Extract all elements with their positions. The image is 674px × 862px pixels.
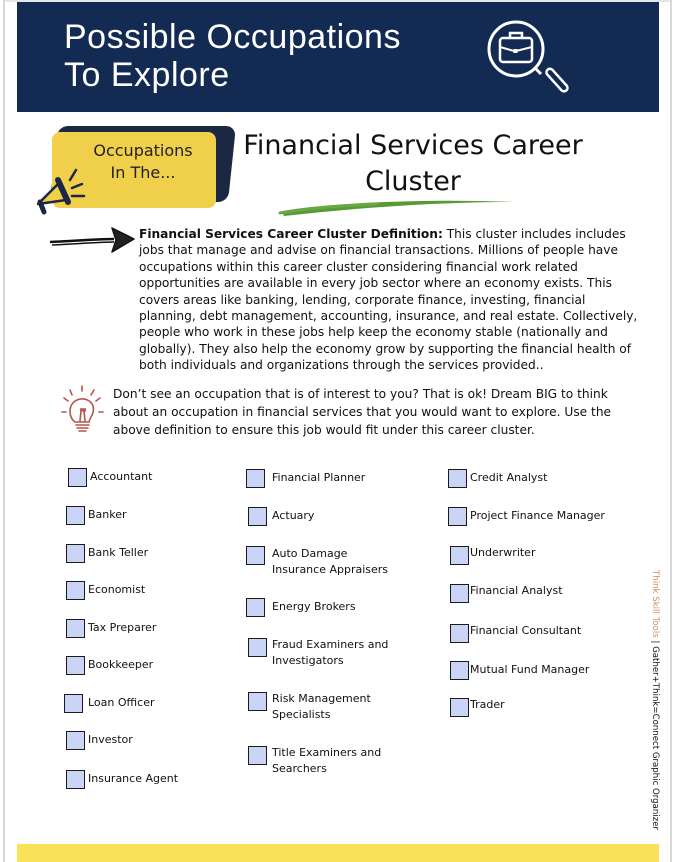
green-underline-swash: [276, 196, 516, 218]
badge-line1: Occupations: [93, 141, 193, 160]
side-credit: [647, 570, 661, 831]
checkbox[interactable]: [450, 546, 469, 565]
occupation-item[interactable]: [450, 584, 563, 603]
occupation-label-line2: Searchers: [272, 762, 327, 775]
occupation-item[interactable]: [450, 661, 589, 680]
page-border-left: [3, 0, 5, 862]
occupation-item[interactable]: [450, 624, 581, 643]
occupation-item[interactable]: [448, 507, 605, 526]
page-title-line1: Possible Occupations: [64, 18, 401, 56]
occupation-label: Insurance Agent: [88, 772, 179, 785]
cluster-title-line2: Cluster: [365, 166, 461, 197]
occupation-item[interactable]: [248, 507, 314, 526]
page-border-right: [670, 0, 672, 862]
occupation-label: Loan Officer: [88, 696, 155, 709]
occupation-label-line2: Investigators: [272, 654, 344, 667]
checkbox[interactable]: [64, 694, 83, 713]
occupation-label: [272, 637, 388, 669]
checkbox[interactable]: [66, 731, 85, 750]
occupation-label-line1: Risk Management: [272, 692, 371, 705]
credit-brand: Think Skill Tools: [650, 570, 660, 641]
lightbulb-icon: [60, 384, 106, 438]
checkbox[interactable]: [246, 598, 265, 617]
checkbox[interactable]: [66, 506, 85, 525]
occupation-item[interactable]: [68, 468, 152, 487]
cluster-definition: [139, 226, 639, 374]
cluster-title-line1: Financial Services Career: [243, 130, 583, 161]
checkbox[interactable]: [450, 698, 469, 717]
occupation-label: Energy Brokers: [272, 600, 356, 613]
page-title-line2: To Explore: [64, 56, 230, 94]
occupation-label: Mutual Fund Manager: [470, 663, 590, 676]
checkbox[interactable]: [66, 544, 85, 563]
occupation-label: Financial Planner: [272, 471, 366, 484]
occupation-item[interactable]: [66, 731, 133, 750]
occupation-label: Economist: [88, 583, 146, 596]
occupation-item[interactable]: [248, 746, 381, 777]
occupation-label-line1: Auto Damage: [272, 547, 348, 560]
checkbox[interactable]: [450, 584, 469, 603]
occupation-item[interactable]: [66, 770, 178, 789]
checkbox[interactable]: [248, 692, 267, 711]
checkbox[interactable]: [66, 619, 85, 638]
occupation-label: Trader: [470, 698, 505, 711]
occupation-item[interactable]: [248, 692, 371, 723]
occupations-badge: [30, 124, 235, 216]
occupation-label: [272, 546, 388, 578]
checkbox[interactable]: [450, 624, 469, 643]
occupation-label: Bank Teller: [88, 546, 149, 559]
occupation-item[interactable]: [66, 581, 145, 600]
occupation-item[interactable]: [450, 698, 505, 717]
occupation-item[interactable]: [66, 506, 127, 525]
occupation-item[interactable]: [66, 656, 153, 675]
definition-text: This cluster includes includes jobs that manage and advise on financial transactions. Millions of people have occupations within this career cluster considering financial work related opportunities are available in every job sector where an economy exists. This covers areas like banking, lending, corporate finance, investing, financial planning, debt management, accounting, insurance, and real estate. Collectively, people who work in these jobs help keep the economy stable (nationally and globally). They also help the economy grow by supporting the financial health of both individuals and organizations through the services provided..: [139, 227, 638, 373]
occupation-item[interactable]: [64, 694, 155, 713]
badge-text: [78, 140, 208, 184]
checkbox[interactable]: [248, 638, 267, 657]
header-banner: [17, 2, 659, 112]
occupation-label: Underwriter: [470, 546, 536, 559]
arrow-right-icon: [48, 224, 136, 258]
occupation-item[interactable]: [246, 598, 356, 617]
occupation-label: [272, 691, 371, 723]
occupation-label: Actuary: [272, 509, 315, 522]
dream-big-text: Don’t see an occupation that is of interest to you? That is ok! Dream BIG to think about an occupation in financial services that you would want to explore. Use the above definition to ensure this job would fit under this career cluster.: [113, 387, 612, 437]
occupation-label: Project Finance Manager: [470, 509, 605, 522]
occupation-item[interactable]: [246, 546, 388, 578]
checkbox[interactable]: [246, 469, 265, 488]
checkbox[interactable]: [448, 469, 467, 488]
cluster-title: [236, 128, 590, 200]
occupation-item[interactable]: [66, 544, 148, 563]
occupation-label-line1: Fraud Examiners and: [272, 638, 389, 651]
occupation-label: Investor: [88, 733, 133, 746]
occupation-label-line2: Specialists: [272, 708, 331, 721]
credit-organizer: | Gather+Think=Connect Graphic Organizer: [650, 640, 660, 831]
occupation-item[interactable]: [448, 469, 547, 488]
checkbox[interactable]: [248, 746, 267, 765]
occupation-label: Bookkeeper: [88, 658, 154, 671]
badge-line2: In The...: [110, 163, 176, 182]
page-title: [64, 18, 401, 94]
checkbox[interactable]: [450, 661, 469, 680]
occupation-label: Credit Analyst: [470, 471, 548, 484]
occupation-label-line1: Title Examiners and: [272, 746, 382, 759]
occupation-item[interactable]: [66, 619, 156, 638]
occupation-label: Financial Consultant: [470, 624, 582, 637]
checkbox[interactable]: [66, 581, 85, 600]
checkbox[interactable]: [66, 656, 85, 675]
occupation-item[interactable]: [450, 546, 535, 565]
occupation-label: Banker: [88, 508, 127, 521]
footer-bar: [17, 844, 659, 862]
definition-label: Financial Services Career Cluster Definition:: [139, 227, 443, 241]
checkbox[interactable]: [246, 546, 265, 565]
occupation-item[interactable]: [248, 638, 388, 669]
checkbox[interactable]: [248, 507, 267, 526]
checkbox[interactable]: [66, 770, 85, 789]
occupation-label: [272, 745, 381, 777]
occupation-label: Financial Analyst: [470, 584, 563, 597]
occupation-label: Accountant: [90, 470, 153, 483]
magnifier-briefcase-icon: [483, 16, 569, 102]
megaphone-icon: [30, 164, 90, 216]
checkbox[interactable]: [68, 468, 87, 487]
occupation-label-line2: Insurance Appraisers: [272, 563, 389, 576]
occupation-label: Tax Preparer: [88, 621, 157, 634]
occupation-item[interactable]: [246, 469, 365, 488]
checkbox[interactable]: [448, 507, 467, 526]
